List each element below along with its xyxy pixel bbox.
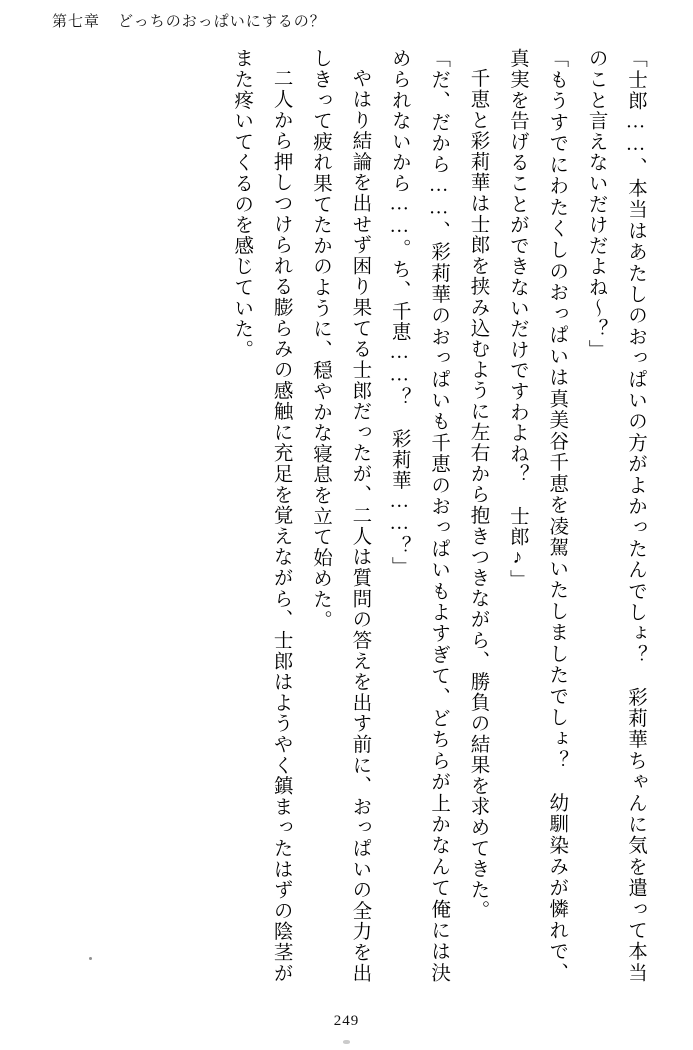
paragraph: 「だ、だから……、彩莉華のおっぱいも千恵のおっぱいもよすぎて、どちらが上かなんて俺には決められないから……。ち、千恵……？ 彩莉華……？」 [388,48,450,983]
paragraph: 二人から押しつけられる膨らみの感触に充足を覚えながら、士郎はようやく鎮まったはずの陰茎がまた疼いてくるのを感じていた。 [231,48,292,983]
vertical-body-text [55,48,655,983]
running-header [52,10,326,31]
chapter-number: 第七章 [52,14,101,30]
paragraph: 千恵と彩莉華は士郎を挟み込むように左右から抱きつきながら、勝負の結果を求めてきた。 [467,67,489,921]
chapter-title: どっちのおっぱいにするの？ [118,14,326,30]
paragraph: やはり結論を出せず困り果てる士郎だったが、二人は質問の答えを出す前に、おっぱいの全力を出しきって疲れ果てたかのように、穏やかな寝息を立て始めた。 [310,48,371,983]
scan-speck [89,957,92,960]
scan-speck [343,1040,350,1044]
page-number: 249 [333,1013,360,1029]
paragraph: 「士郎……、本当はあたしのおっぱいの方がよかったんでしょ？ 彩莉華ちゃんに気を遣って本当のこと言えないだけだよね～？」 [585,48,646,983]
paragraph: 「もうすでにわたくしのおっぱいは真美谷千恵を凌駕いたしましたでしょ？ 幼馴染みが憐れで、真実を告げることができないだけですわよね？ 士郎♪」 [506,48,568,983]
